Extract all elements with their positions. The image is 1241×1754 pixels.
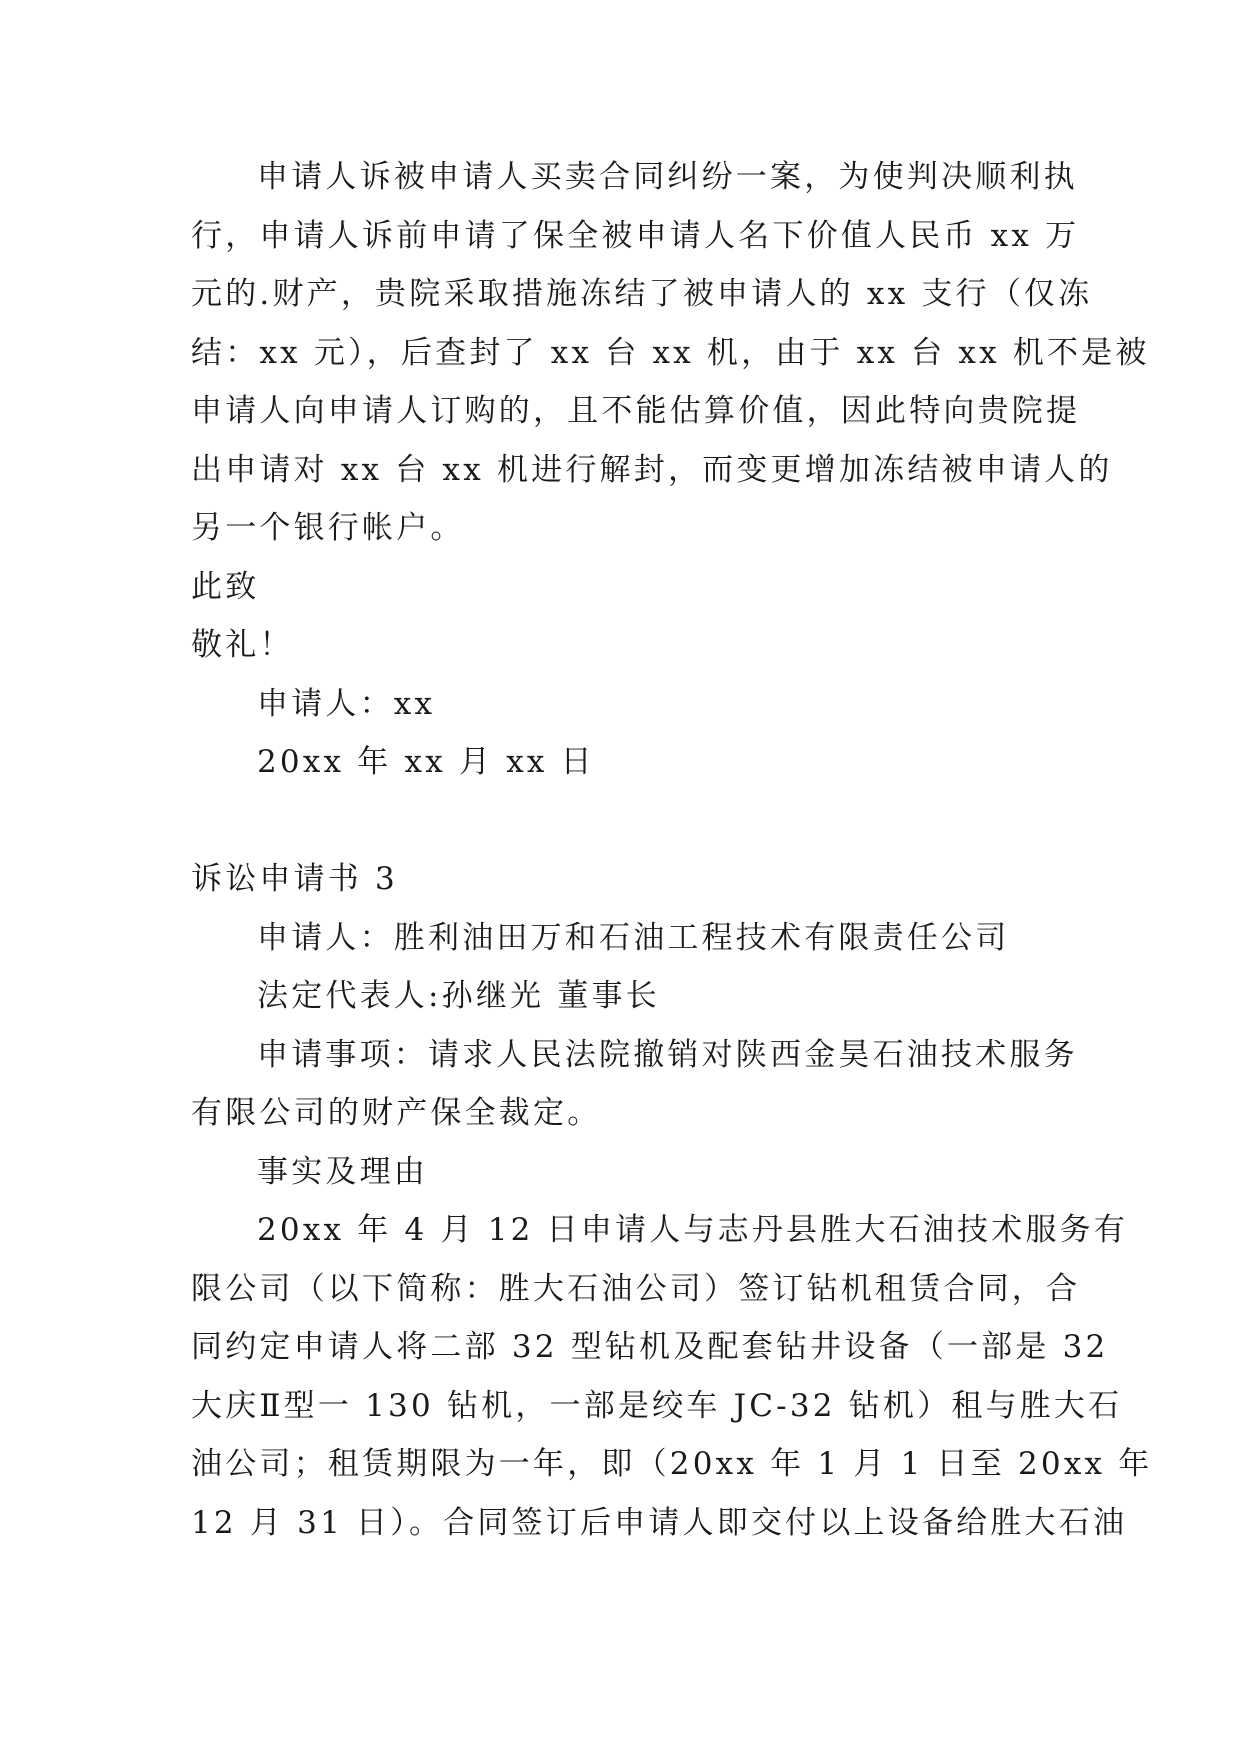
facts-line: 20xx 年 4 月 12 日申请人与志丹县胜大石油技术服务有	[257, 1212, 1129, 1248]
body-line: 元的.财产，贵院采取措施冻结了被申请人的 xx 支行（仅冻	[191, 276, 1093, 312]
body-line: 申请人向申请人订购的，且不能估算价值，因此特向贵院提	[191, 393, 1081, 429]
facts-line: 12 月 31 日）。合同签订后申请人即交付以上设备给胜大石油	[191, 1504, 1128, 1541]
body-line: 申请人诉被申请人买卖合同纠纷一案，为使判决顺利执	[257, 159, 1078, 195]
request-line: 申请事项：请求人民法院撤销对陕西金昊石油技术服务	[257, 1036, 1078, 1073]
facts-paragraph	[191, 1201, 1153, 1552]
spacer	[191, 792, 1051, 851]
legal-representative-line: 法定代表人:孙继光 董事长	[257, 978, 660, 1014]
signature-applicant: 申请人：xx	[257, 685, 436, 722]
applicant-line: 申请人：胜利油田万和石油工程技术有限责任公司	[257, 919, 1010, 956]
closing-salutation: 此致	[191, 568, 260, 605]
body-line: 出申请对 xx 台 xx 机进行解封，而变更增加冻结被申请人的	[191, 451, 1113, 488]
request-line: 有限公司的财产保全裁定。	[191, 1095, 602, 1131]
signature-date: 20xx 年 xx 月 xx 日	[257, 744, 595, 780]
body-line: 行，申请人诉前申请了保全被申请人名下价值人民币 xx 万	[191, 217, 1080, 254]
letter-body	[191, 148, 1150, 558]
facts-line: 限公司（以下简称：胜大石油公司）签订钻机租赁合同，合	[191, 1270, 1081, 1307]
request-paragraph	[191, 1026, 1078, 1143]
facts-heading: 事实及理由	[257, 1153, 428, 1190]
facts-line: 同约定申请人将二部 32 型钻机及配套钻井设备（一部是 32	[191, 1329, 1109, 1365]
section-title: 诉讼申请书 3	[191, 861, 398, 897]
facts-line: 油公司；租赁期限为一年，即（20xx 年 1 月 1 日至 20xx 年	[191, 1446, 1153, 1482]
facts-line: 大庆Ⅱ型一 130 钻机，一部是绞车 JC-32 钻机）租与胜大石	[191, 1387, 1123, 1424]
closing-regards: 敬礼！	[191, 627, 294, 663]
body-line: 结：xx 元），后查封了 xx 台 xx 机，由于 xx 台 xx 机不是被	[191, 334, 1150, 371]
body-line: 另一个银行帐户。	[191, 510, 465, 546]
